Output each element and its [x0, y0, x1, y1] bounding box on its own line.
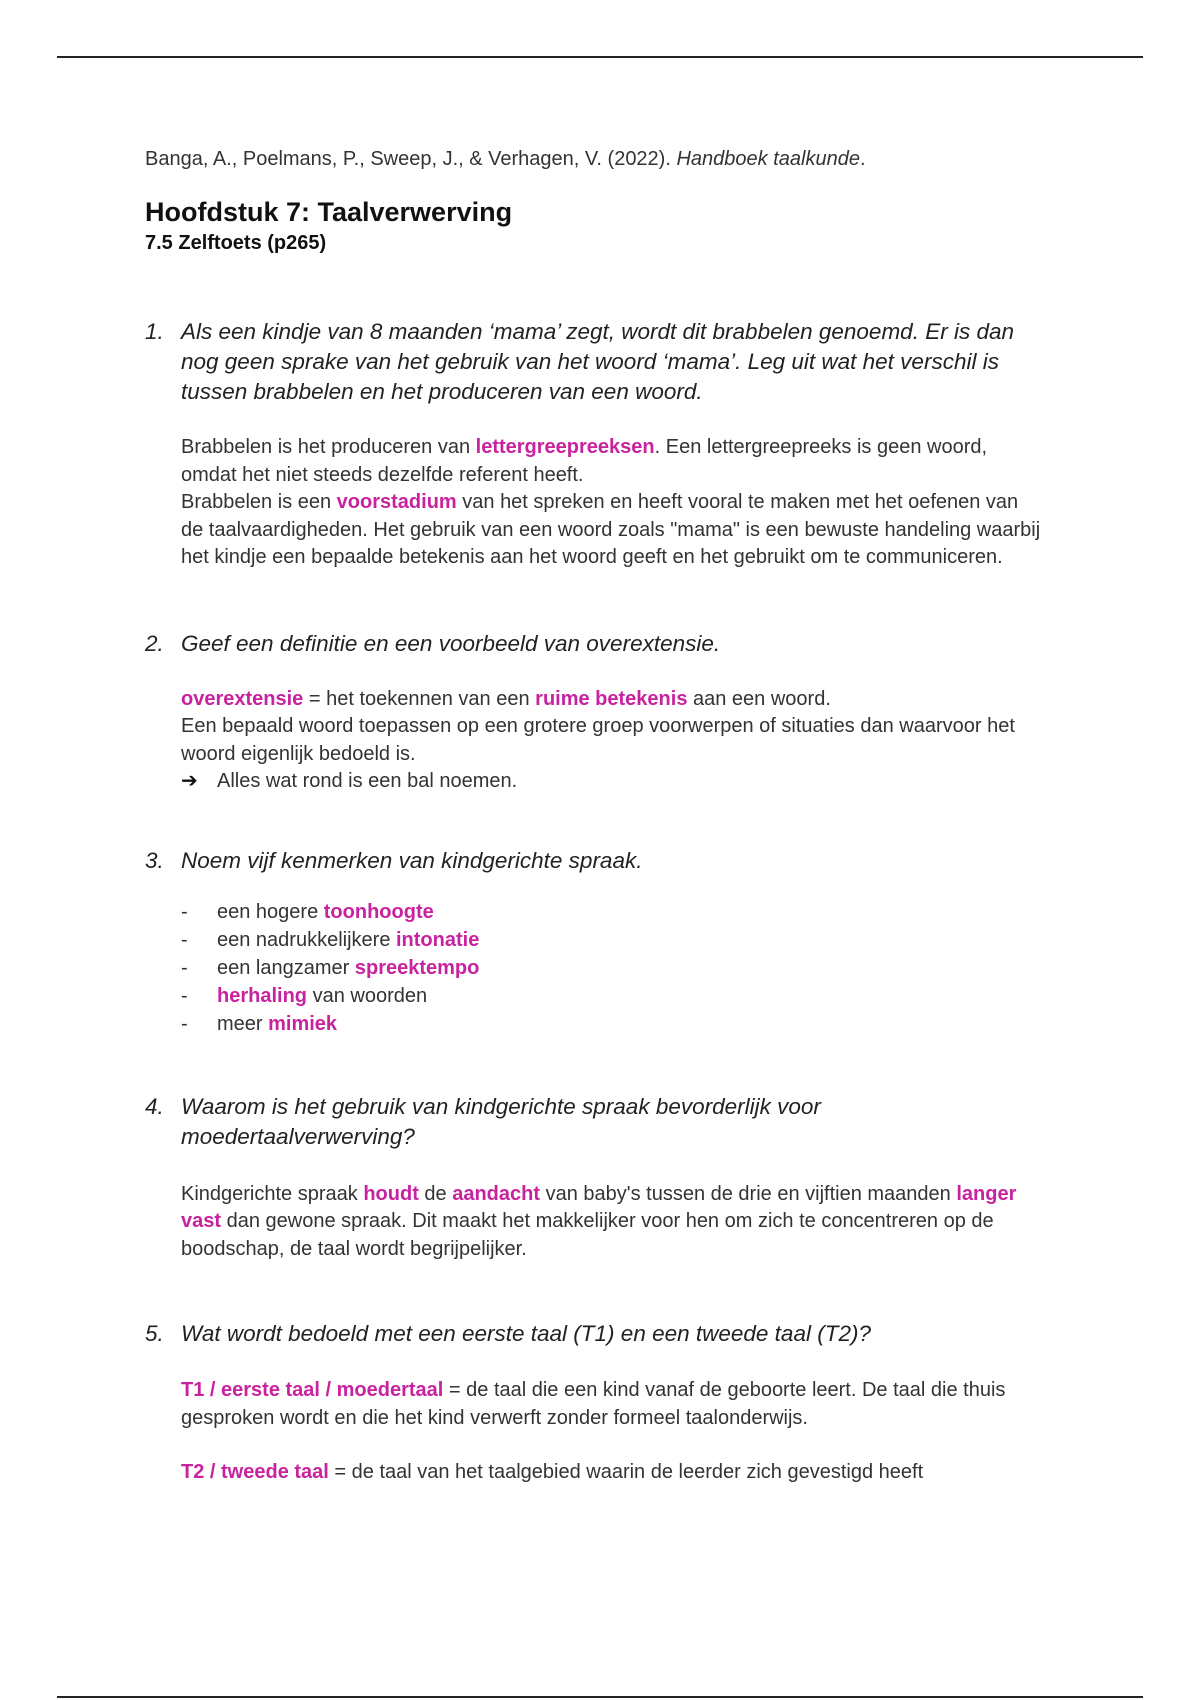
question-4: [145, 1092, 1045, 1152]
bottom-rule: [57, 1696, 1143, 1698]
list-item: - een nadrukkelijkere intonatie: [181, 926, 1045, 954]
question-number: 3.: [145, 847, 164, 873]
answer-paragraph: Kindgerichte spraak houdt de aandacht van baby's tussen de drie en vijftien maanden langer vast dan gewone spraak. Dit maakt het makkelijker voor hen om zich te concentreren op de boodschap, de taal wordt begrijpelijker.: [181, 1182, 1017, 1260]
question-text: Geef een definitie en een voorbeeld van overextensie.: [181, 630, 721, 656]
question-text: Noem vijf kenmerken van kindgerichte spraak.: [181, 847, 643, 873]
question-text: Als een kindje van 8 maanden ‘mama’ zegt, wordt dit brabbelen genoemd. Er is dan nog geen sprake van het gebruik van het woord ‘mama’. Leg uit wat het verschil is tussen brabbelen en het produceren van een woord.: [181, 319, 1014, 404]
answer-1: [181, 434, 1045, 572]
question-text: Wat wordt bedoeld met een eerste taal (T1) en een tweede taal (T2)?: [181, 1321, 871, 1346]
list-item: - herhaling van woorden: [181, 982, 1045, 1010]
arrow-icon: ➔: [181, 770, 198, 792]
key-term: aandacht: [452, 1182, 541, 1205]
question-number: 4.: [145, 1093, 164, 1119]
example-line: [181, 768, 1045, 796]
question-number: 1.: [145, 319, 164, 344]
answer-5: [181, 1377, 1045, 1487]
answer-4: [181, 1181, 1045, 1264]
key-term: lettergreepreeksen: [475, 436, 655, 458]
key-term: langer vast: [181, 1182, 1017, 1232]
chapter-title: Hoofdstuk 7: Taalverwerving: [145, 197, 513, 227]
answer-paragraph: Een bepaald woord toepassen op een grotere groep voorwerpen of situaties dan waarvoor het woord eigenlijk bedoeld is.: [181, 715, 1015, 765]
question-number: 5.: [145, 1321, 164, 1346]
citation-authors: Banga, A., Poelmans, P., Sweep, J., & Verhagen, V. (2022).: [145, 148, 677, 170]
key-term: herhaling: [217, 984, 308, 1007]
question-3: [145, 846, 1045, 876]
answer-paragraph: Brabbelen is het produceren van lettergreepreeksen. Een lettergreepreeks is geen woord, omdat het niet steeds dezelfde referent heeft.: [181, 436, 988, 486]
dash-bullet: -: [181, 900, 188, 923]
feature-list: [181, 898, 1045, 1038]
question-text: Waarom is het gebruik van kindgerichte spraak bevorderlijk voor moedertaalverwerving?: [181, 1093, 821, 1149]
dash-bullet: -: [181, 984, 188, 1007]
answer-paragraph: Brabbelen is een voorstadium van het spreken en heeft vooral te maken met het oefenen van de taalvaardigheden. Het gebruik van een woord zoals "mama" is een bewuste handeling waarbij het kindje een bepaalde betekenis aan het woord geeft en het gebruikt om te communiceren.: [181, 491, 1041, 568]
key-term: toonhoogte: [323, 900, 434, 923]
key-term: ruime betekenis: [535, 687, 688, 710]
citation-book-title: Handboek taalkunde: [676, 148, 860, 170]
answer-paragraph: overextensie = het toekennen van een ruime betekenis aan een woord.: [181, 687, 831, 710]
citation: Banga, A., Poelmans, P., Sweep, J., & Verhagen, V. (2022). Handboek taalkunde.: [145, 148, 866, 170]
key-term: mimiek: [268, 1012, 338, 1035]
dash-bullet: -: [181, 956, 188, 979]
list-item: - een hogere toonhoogte: [181, 898, 1045, 926]
key-term: houdt: [363, 1182, 419, 1205]
list-item: - meer mimiek: [181, 1010, 1045, 1038]
answer-paragraph: T1 / eerste taal / moedertaal = de taal die een kind vanaf de geboorte leert. De taal die thuis gesproken wordt en die het kind verwerft zonder formeel taalonderwijs.: [181, 1379, 1006, 1429]
key-term: T2 / tweede taal: [181, 1461, 329, 1483]
question-2: [145, 629, 1045, 659]
question-number: 2.: [145, 630, 164, 656]
key-term: intonatie: [396, 928, 480, 951]
example-text: Alles wat rond is een bal noemen.: [217, 770, 518, 792]
key-term: overextensie: [181, 687, 304, 710]
question-5: [145, 1319, 1045, 1349]
top-rule: [57, 56, 1143, 58]
key-term: T1 / eerste taal / moedertaal: [181, 1379, 444, 1401]
key-term: voorstadium: [336, 491, 457, 513]
list-item: - een langzamer spreektempo: [181, 954, 1045, 982]
question-1: [145, 317, 1045, 407]
key-term: spreektempo: [354, 956, 480, 979]
answer-paragraph: T2 / tweede taal = de taal van het taalgebied waarin de leerder zich gevestigd heeft: [181, 1461, 924, 1483]
dash-bullet: -: [181, 1012, 188, 1035]
document-body: [145, 146, 1045, 1487]
section-title: 7.5 Zelftoets (p265): [145, 232, 327, 254]
answer-3: [181, 898, 1045, 1038]
dash-bullet: -: [181, 928, 188, 951]
answer-2: [181, 686, 1045, 796]
